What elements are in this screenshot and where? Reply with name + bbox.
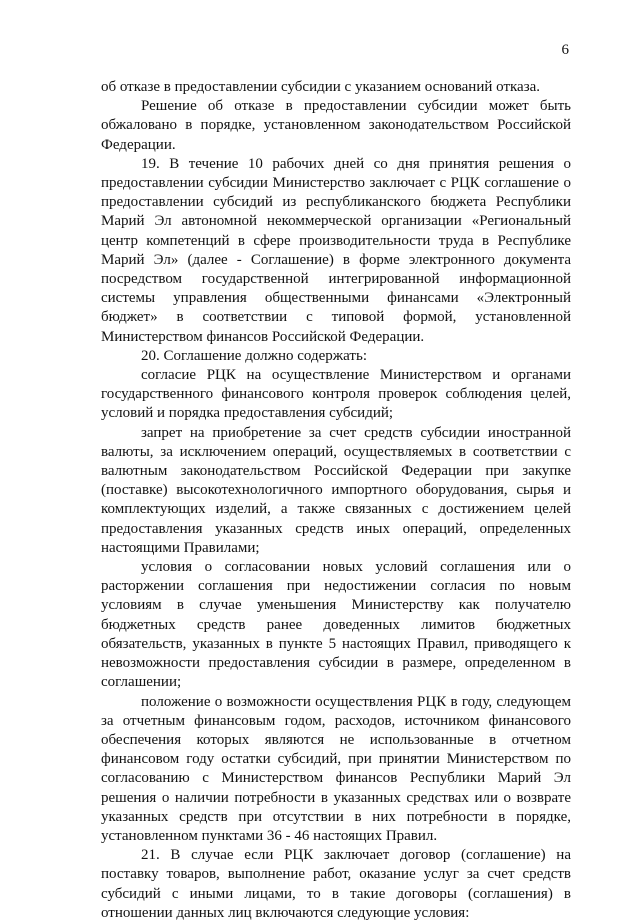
paragraph-20: 20. Соглашение должно содержать: xyxy=(141,347,367,364)
paragraph-21: 21. В случае если РЦК заключает договор (соглашение) на поставку товаров, выполнение работ, оказание услуг за счет средств субсидий с иными лицами, то в такие договоры (соглашения) в отношении данных лиц включаются следующие условия: xyxy=(101,847,571,921)
paragraph-appeal: Решение об отказе в предоставлении субсидии может быть обжаловано в порядке, установленном законодательством Российской Федерации. xyxy=(101,98,571,153)
paragraph-20-new-conditions: условия о согласовании новых условий соглашения или о расторжении соглашения при недостижении согласия по новым условиям в случае уменьшения Министерству как получателю бюджетных средств ранее доведенных лимитов бюджетных обязательств, указанных в пункте 5 настоящих Правил, приводящего к невозможности предоставления субсидии в размере, определенном в соглашении; xyxy=(101,559,571,691)
paragraph-20-consent: согласие РЦК на осуществление Министерством и органами государственного финансового контроля проверок соблюдения целей, условий и порядка предоставления субсидий; xyxy=(101,367,571,422)
page-number: 6 xyxy=(561,42,569,58)
paragraph-20-remaining-funds: положение о возможности осуществления РЦК в году, следующем за отчетным финансовым годом, расходов, источником финансового обеспечения которых являются не использованные в отчетном финансовом году остатки субсидий, при принятии Министерством по согласованию с Министерством финансов Республики Марий Эл решения о наличии потребности в указанных средствах или о возврате указанных средств при отсутствии в них потребности в порядке, установленном пунктами 36 - 46 настоящих Правил. xyxy=(101,693,571,844)
paragraph-20-currency-ban: запрет на приобретение за счет средств субсидии иностранной валюты, за исключением операций, осуществляемых в соответствии с валютным законодательством Российской Федерации при закупке (поставке) высокотехнологичного импортного оборудования, сырья и комплектующих изделий, а также связанных с достижением целей предоставления указанных средств иных операций, определенных настоящими Правилами; xyxy=(101,424,571,556)
paragraph-19: 19. В течение 10 рабочих дней со дня принятия решения о предоставлении субсидии Министерство заключает с РЦК соглашение о предоставлении субсидий из республиканского бюджета Республики Марий Эл автономной некоммерческой организации «Региональный центр компетенций в сфере производительности труда в Республике Марий Эл» (далее - Соглашение) в форме электронного документа посредством государственной интегрированной информационной системы управления общественными финансами «Электронный бюджет» в соответствии с типовой формой, установленной Министерством финансов Российской Федерации. xyxy=(101,155,571,345)
document-body xyxy=(101,78,571,923)
paragraph-refusal-notice: об отказе в предоставлении субсидии с указанием оснований отказа. xyxy=(101,79,541,95)
